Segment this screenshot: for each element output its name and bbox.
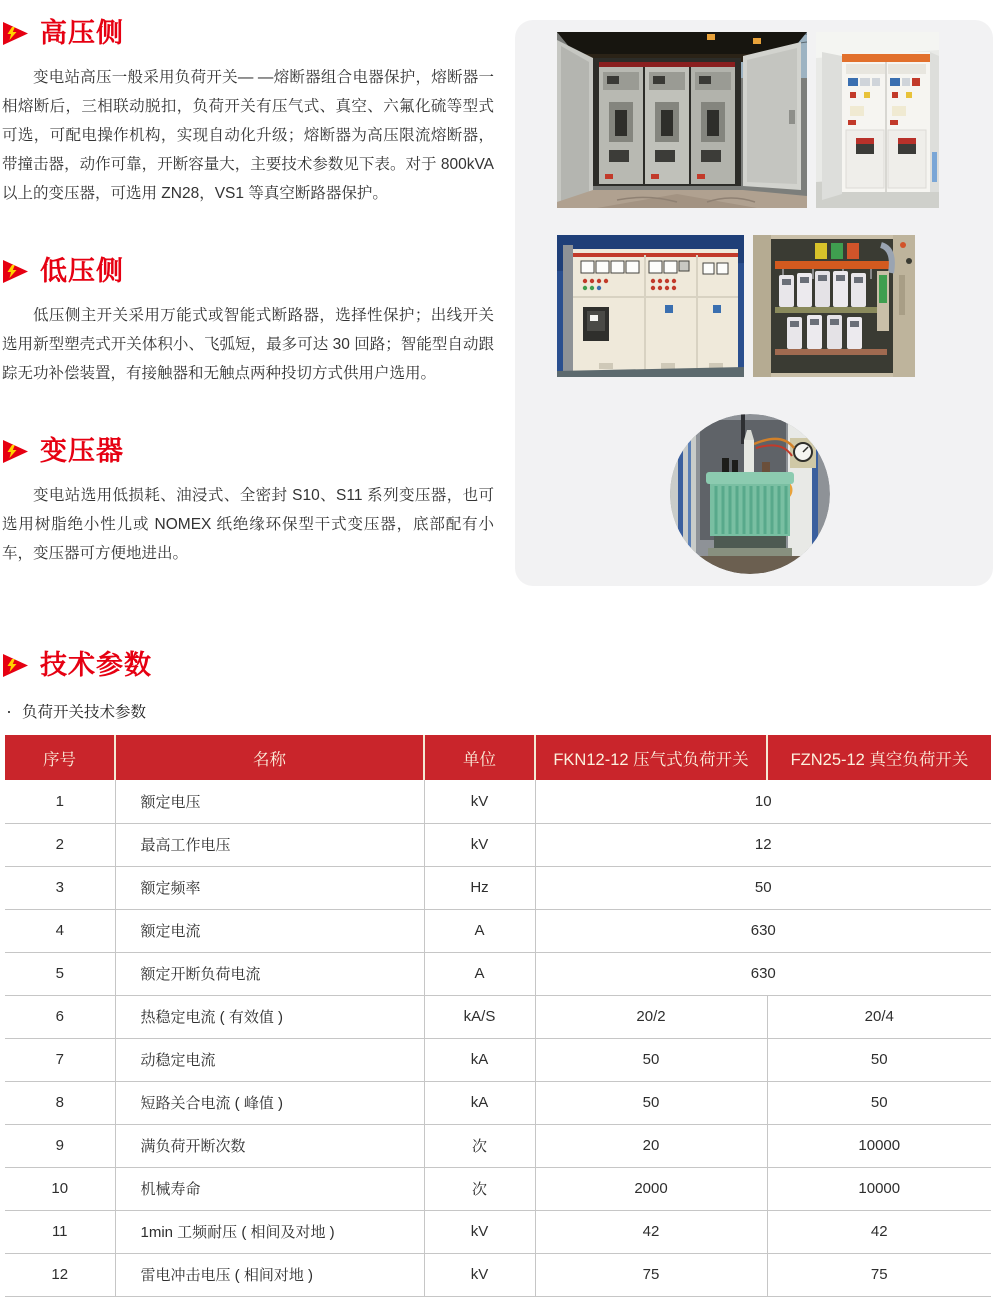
- section-lv-title: 低压侧: [40, 256, 124, 286]
- cell-name: 额定频率: [115, 866, 424, 909]
- header-unit: 单位: [424, 735, 535, 780]
- header-name: 名称: [115, 735, 424, 780]
- cell-name: 额定开断负荷电流: [115, 952, 424, 995]
- meter-row: [581, 261, 728, 274]
- cell-name: 1min 工频耐压 ( 相间及对地 ): [115, 1210, 424, 1253]
- cell-merged-value: 12: [535, 823, 991, 866]
- capacitor-compensation-cabinet-photo: [753, 235, 915, 377]
- table-row: [5, 952, 991, 995]
- top-area: [0, 0, 1000, 608]
- cell-fkn-value: 50: [535, 1081, 767, 1124]
- table-row: [5, 1253, 991, 1296]
- cell-fzn-value: 50: [767, 1038, 991, 1081]
- cell-no: 1: [5, 780, 115, 823]
- lightning-pennant-icon: [2, 259, 29, 284]
- table-row: [5, 823, 991, 866]
- hv-cabinet-row: [599, 62, 735, 184]
- cell-name: 额定电压: [115, 780, 424, 823]
- cell-merged-value: 50: [535, 866, 991, 909]
- cell-fzn-value: 75: [767, 1253, 991, 1296]
- cell-unit: 次: [424, 1124, 535, 1167]
- cell-no: 5: [5, 952, 115, 995]
- table-row: [5, 1124, 991, 1167]
- cell-merged-value: 630: [535, 952, 991, 995]
- load-switch-parameters-table: [5, 735, 991, 1297]
- header-fkn12: FKN12-12 压气式负荷开关: [535, 735, 767, 780]
- section-transformer-paragraph: 变电站选用低损耗、油浸式、全密封 S10、S11 系列变压器，也可选用树脂绝小性儿或 NOMEX 纸绝缘环保型干式变压器，底部配有小车，变压器可方便地进出。: [2, 487, 495, 562]
- hv-switchgear-cabinet-photo: [816, 32, 939, 208]
- section-hv-heading: [2, 16, 498, 50]
- section-transformer: [2, 434, 498, 568]
- cell-no: 9: [5, 1124, 115, 1167]
- cell-unit: Hz: [424, 866, 535, 909]
- cell-unit: kV: [424, 1210, 535, 1253]
- cell-unit: A: [424, 952, 535, 995]
- table-row: [5, 1038, 991, 1081]
- tech-section-heading: [2, 648, 1000, 682]
- cell-unit: kV: [424, 1253, 535, 1296]
- cell-fkn-value: 20: [535, 1124, 767, 1167]
- cell-fzn-value: 10000: [767, 1124, 991, 1167]
- table-row: [5, 995, 991, 1038]
- cell-name: 机械寿命: [115, 1167, 424, 1210]
- tech-section-title: 技术参数: [40, 650, 152, 680]
- bullet-icon: ·: [6, 700, 12, 721]
- cell-merged-value: 10: [535, 780, 991, 823]
- table-header-row: [5, 735, 991, 780]
- cell-name: 最高工作电压: [115, 823, 424, 866]
- section-hv-title: 高压侧: [40, 18, 124, 48]
- lv-distribution-cabinet-photo: [557, 235, 744, 377]
- cell-name: 动稳定电流: [115, 1038, 424, 1081]
- section-hv: [2, 16, 498, 208]
- cell-no: 12: [5, 1253, 115, 1296]
- cell-unit: kA/S: [424, 995, 535, 1038]
- outdoor-substation-open-doors-photo: [557, 32, 807, 208]
- cell-fkn-value: 75: [535, 1253, 767, 1296]
- cell-unit: 次: [424, 1167, 535, 1210]
- cell-fkn-value: 42: [535, 1210, 767, 1253]
- cell-fzn-value: 20/4: [767, 995, 991, 1038]
- cell-fkn-value: 2000: [535, 1167, 767, 1210]
- capacitor-bank-top: [779, 271, 866, 307]
- header-no: 序号: [5, 735, 115, 780]
- cell-fzn-value: 50: [767, 1081, 991, 1124]
- section-hv-paragraph: 变电站高压一般采用负荷开关— —熔断器组合电器保护，熔断器一相熔断后，三相联动脱扣，负荷开关有压气式、真空、六氟化硫等型式可选，可配电操作机构，实现自动化升级；熔断器为高压限流熔断器，带撞击器，动作可靠，开断容量大，主要技术参数见下表。对于 800kVA 以上的变压器，可选用 ZN28，VS1 等真空断路器保护。: [2, 69, 494, 202]
- cell-unit: kA: [424, 1081, 535, 1124]
- cell-name: 雷电冲击电压 ( 相间对地 ): [115, 1253, 424, 1296]
- section-lv: [2, 254, 498, 388]
- cell-fkn-value: 20/2: [535, 995, 767, 1038]
- cell-fkn-value: 50: [535, 1038, 767, 1081]
- table-row: [5, 1081, 991, 1124]
- cell-no: 2: [5, 823, 115, 866]
- table-row: [5, 780, 991, 823]
- cell-unit: kV: [424, 780, 535, 823]
- table-row: [5, 909, 991, 952]
- section-transformer-heading: [2, 434, 498, 468]
- cell-unit: kV: [424, 823, 535, 866]
- table-row: [5, 1167, 991, 1210]
- cell-name: 满负荷开断次数: [115, 1124, 424, 1167]
- cell-name: 短路关合电流 ( 峰值 ): [115, 1081, 424, 1124]
- lightning-pennant-icon: [2, 439, 29, 464]
- oil-immersed-transformer-photo: [670, 414, 830, 574]
- cell-fzn-value: 10000: [767, 1167, 991, 1210]
- cell-no: 4: [5, 909, 115, 952]
- text-column: [2, 16, 498, 568]
- table-subtitle: [6, 700, 1000, 722]
- cell-unit: kA: [424, 1038, 535, 1081]
- cell-no: 10: [5, 1167, 115, 1210]
- section-lv-heading: [2, 254, 498, 288]
- table-row: [5, 866, 991, 909]
- cell-no: 6: [5, 995, 115, 1038]
- section-transformer-title: 变压器: [40, 436, 124, 466]
- cell-no: 3: [5, 866, 115, 909]
- cell-name: 额定电流: [115, 909, 424, 952]
- cell-merged-value: 630: [535, 909, 991, 952]
- cell-name: 热稳定电流 ( 有效值 ): [115, 995, 424, 1038]
- fuse-blocks: [815, 243, 859, 259]
- cell-no: 7: [5, 1038, 115, 1081]
- cell-no: 11: [5, 1210, 115, 1253]
- header-fzn25: FZN25-12 真空负荷开关: [767, 735, 991, 780]
- cell-fzn-value: 42: [767, 1210, 991, 1253]
- lightning-pennant-icon: [2, 21, 29, 46]
- table-subtitle-label: 负荷开关技术参数: [22, 704, 147, 721]
- lightning-pennant-icon: [2, 653, 29, 678]
- section-lv-paragraph: 低压侧主开关采用万能式或智能式断路器，选择性保护；出线开关选用新型塑壳式开关体积小、飞弧短，最多可达 30 回路；智能型自动跟踪无功补偿装置，有接触器和无触点两种投切方式供用户选用。: [2, 307, 494, 382]
- cell-no: 8: [5, 1081, 115, 1124]
- product-photo-panel: [515, 20, 993, 586]
- table-row: [5, 1210, 991, 1253]
- cell-unit: A: [424, 909, 535, 952]
